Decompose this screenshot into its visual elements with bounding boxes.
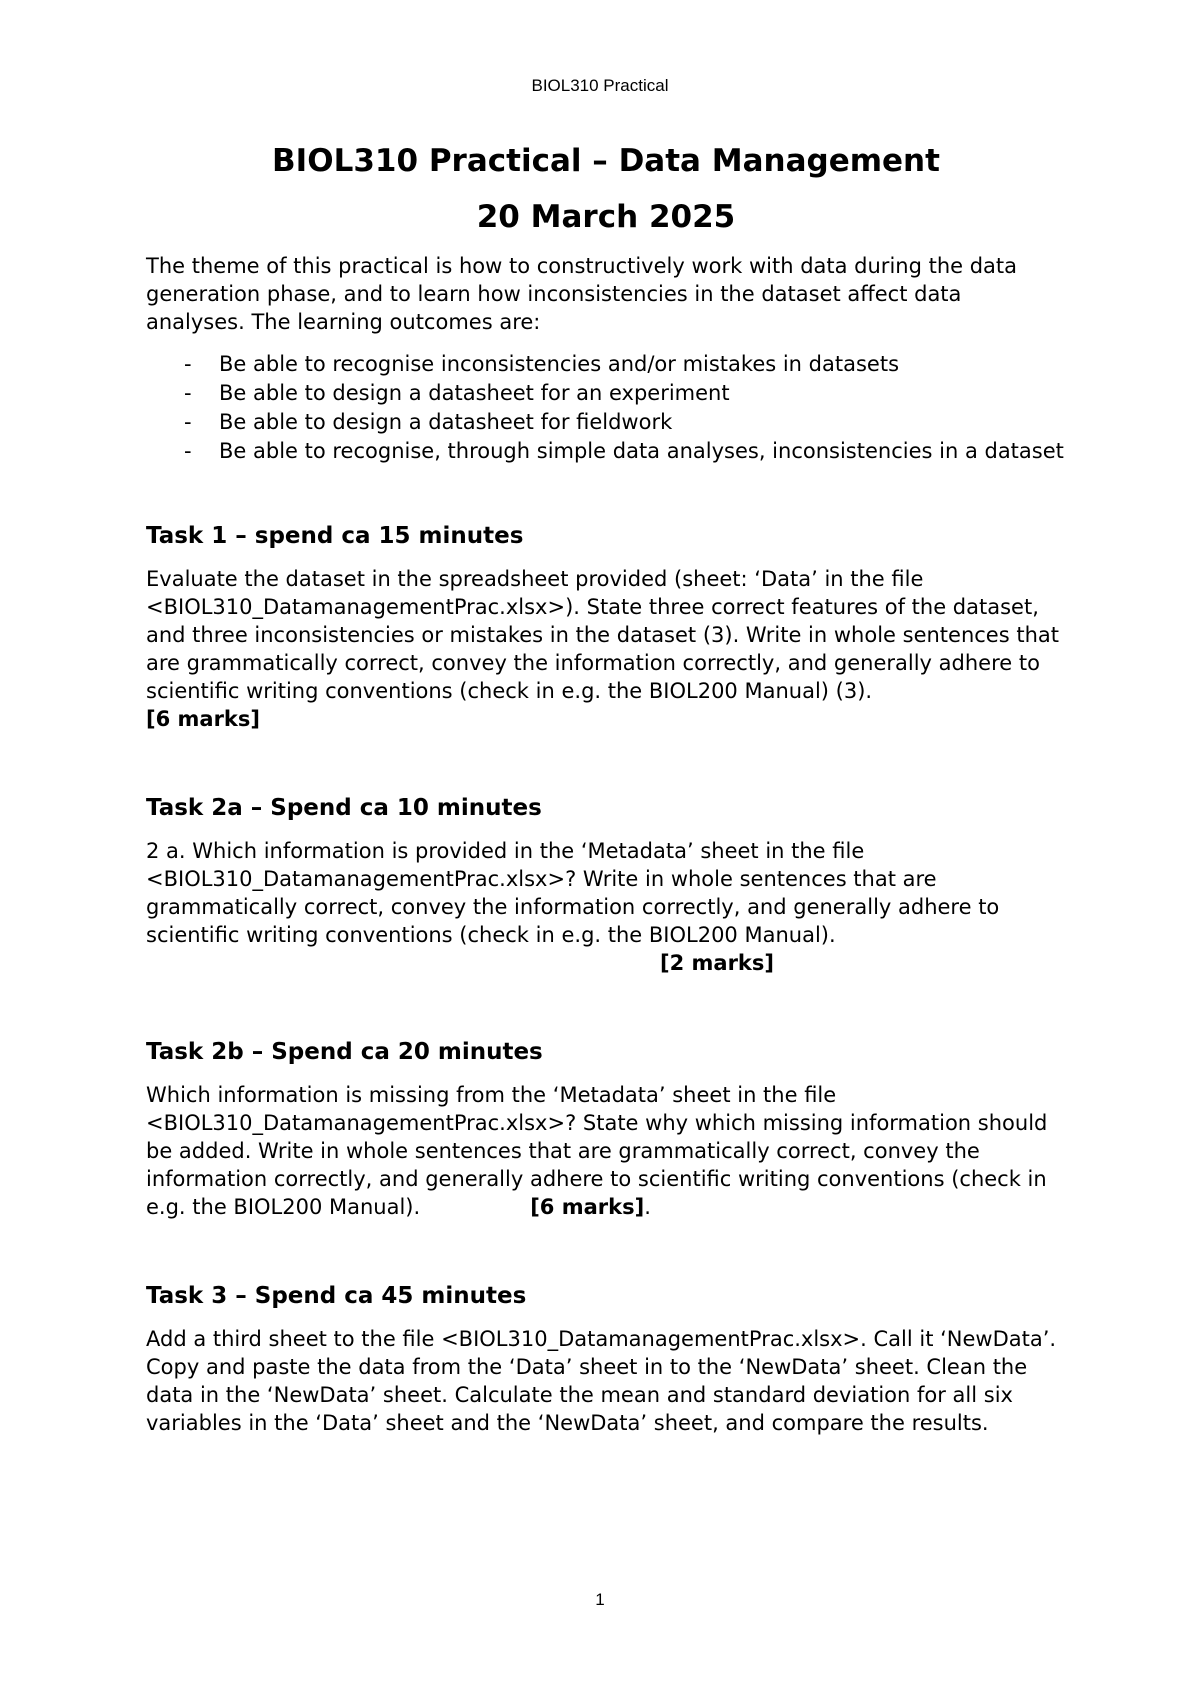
task-text: Evaluate the dataset in the spreadsheet provided (sheet: ‘Data’ in the file <BIOL310_DatamanagementPrac.xlsx>). State three correct features of the dataset, and three inconsistencies or mistakes in the dataset (3). Write in whole sentences that are grammatically correct, convey the information correctly, and generally adhere to scientific writing conventions (check in e.g. the BIOL200 Manual) (3). xyxy=(146,567,1059,703)
task-text: Which information is missing from the ‘Metadata’ sheet in the file <BIOL310_DatamanagementPrac.xlsx>? State why which missing information should be added. Write in whole sentences that are grammatically correct, convey the information correctly, and generally adhere to scientific writing conventions (check in e.g. the BIOL200 Manual). xyxy=(146,1083,1048,1219)
marks-label: [6 marks] xyxy=(530,1195,645,1219)
task-1-section xyxy=(146,521,1066,733)
task-heading: Task 2a – Spend ca 10 minutes xyxy=(146,795,542,821)
bullet-dash: - xyxy=(184,352,192,376)
running-header: BIOL310 Practical xyxy=(531,76,669,95)
task-body xyxy=(146,837,1066,977)
list-item xyxy=(146,437,1066,465)
page-number: 1 xyxy=(595,1590,605,1609)
document-title: BIOL310 Practical – Data Management xyxy=(272,143,940,179)
outcome-text: Be able to design a datasheet for fieldwork xyxy=(219,410,673,434)
task-heading: Task 1 – spend ca 15 minutes xyxy=(146,523,524,549)
bullet-dash: - xyxy=(184,439,192,463)
outcome-text: Be able to recognise, through simple data analyses, inconsistencies in a dataset xyxy=(219,439,1064,463)
task-body: Add a third sheet to the file <BIOL310_DatamanagementPrac.xlsx>. Call it ‘NewData’. Copy and paste the data from the ‘Data’ sheet in to the ‘NewData’ sheet. Clean the data in the ‘NewData’ sheet. Calculate the mean and standard deviation for all six variables in the ‘Data’ sheet and the ‘NewData’ sheet, and compare the results. xyxy=(146,1327,1057,1435)
bullet-dash: - xyxy=(184,410,192,434)
marks-label: [2 marks] xyxy=(660,951,774,975)
task-text: 2 a. Which information is provided in the ‘Metadata’ sheet in the file <BIOL310_DatamanagementPrac.xlsx>? Write in whole sentences that are grammatically correct, convey the information correctly, and generally adhere to scientific writing conventions (check in e.g. the BIOL200 Manual). xyxy=(146,839,1000,947)
list-item xyxy=(146,408,1066,436)
intro-paragraph: The theme of this practical is how to constructively work with data during the data generation phase, and to learn how inconsistencies in the dataset affect data analyses. The learning outcomes are: xyxy=(146,254,1018,334)
task-heading: Task 3 – Spend ca 45 minutes xyxy=(146,1283,527,1309)
task-2a-section xyxy=(146,793,1066,977)
learning-outcomes-list xyxy=(146,350,1066,465)
task-heading: Task 2b – Spend ca 20 minutes xyxy=(146,1039,543,1065)
task-2b-section xyxy=(146,1037,1066,1221)
document-body xyxy=(146,142,1066,1437)
marks-label: [6 marks] xyxy=(146,707,260,731)
bullet-dash: - xyxy=(184,381,192,405)
list-item xyxy=(146,350,1066,378)
document-date: 20 March 2025 xyxy=(476,199,736,235)
marks-trailing: . xyxy=(644,1195,651,1219)
outcome-text: Be able to recognise inconsistencies and/or mistakes in datasets xyxy=(219,352,900,376)
task-3-section xyxy=(146,1281,1066,1437)
outcome-text: Be able to design a datasheet for an experiment xyxy=(219,381,730,405)
task-body xyxy=(146,565,1066,733)
task-body xyxy=(146,1081,1066,1221)
list-item xyxy=(146,379,1066,407)
